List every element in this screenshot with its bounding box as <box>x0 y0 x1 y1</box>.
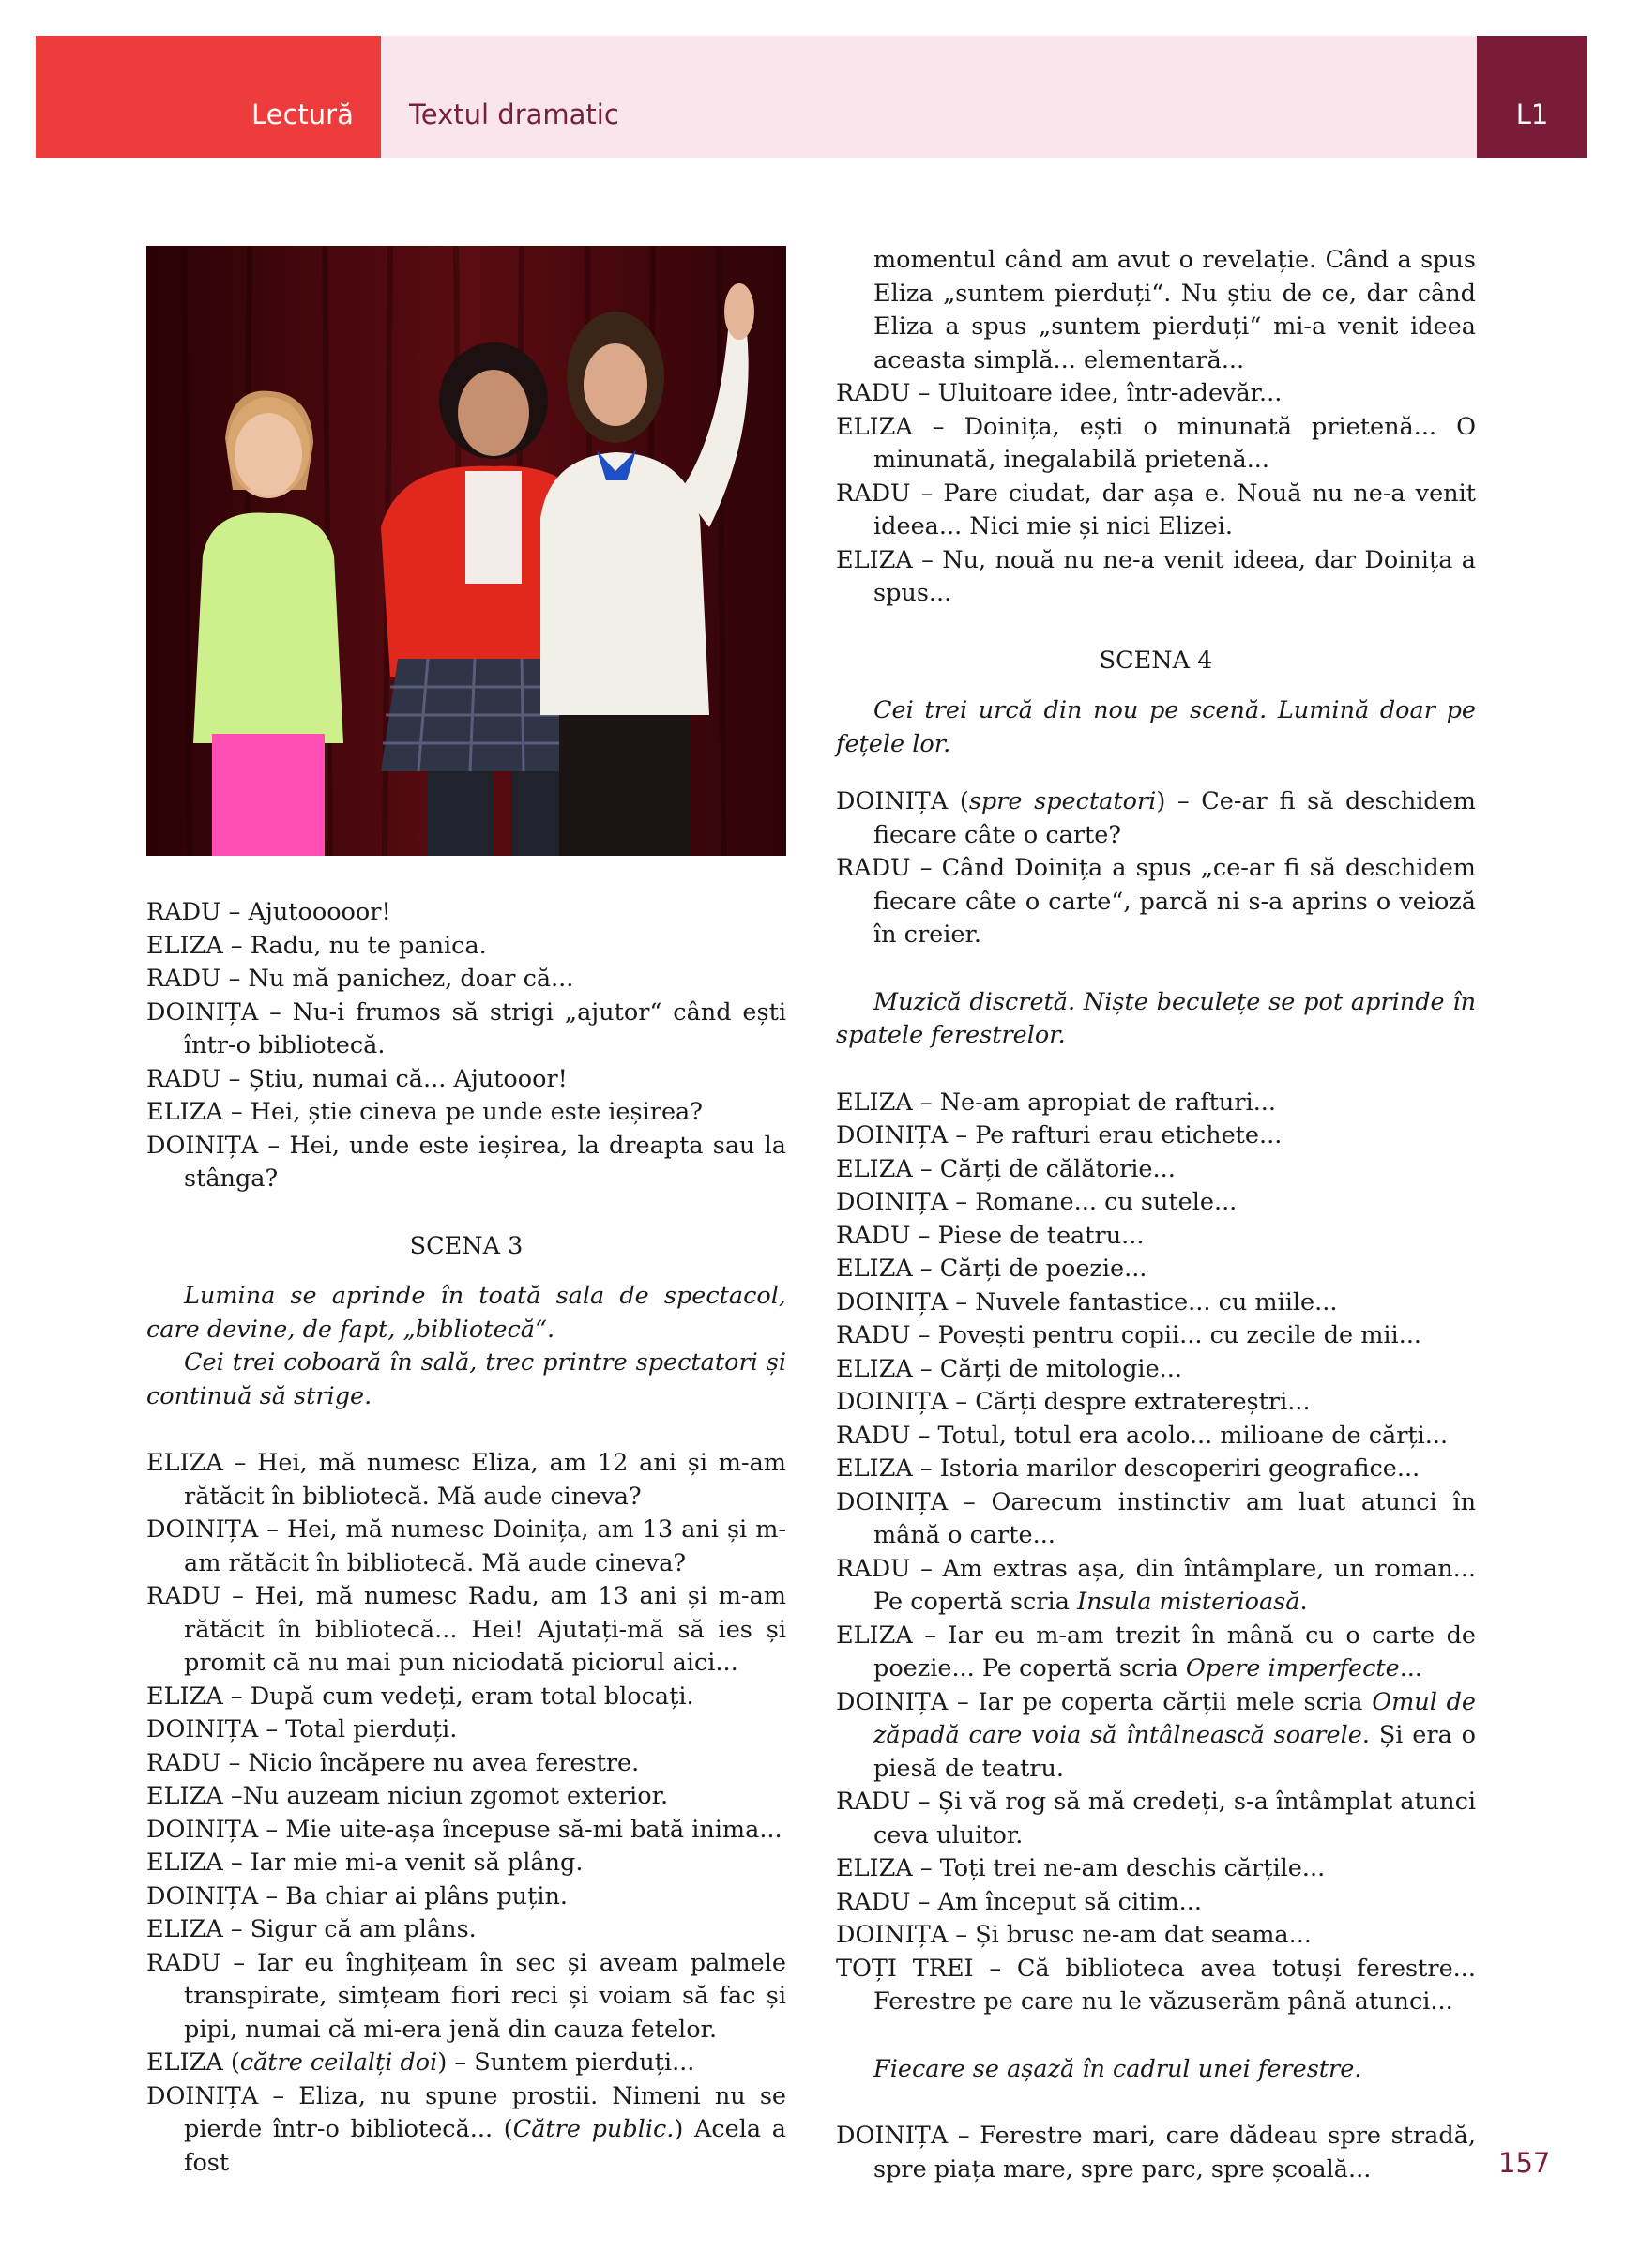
dialogue-line: ELIZA –Nu auzeam niciun zgomot exterior. <box>146 1782 669 1810</box>
dialogue-line: ELIZA – Toți trei ne-am deschis cărțile... <box>836 1854 1326 1882</box>
dialogue-line: ELIZA – Ne-am apropiat de rafturi... <box>836 1088 1277 1117</box>
dialogue-line: ELIZA – Doinița, ești o minunată prietenă... O minunată, inegalabilă prietenă... <box>836 412 1476 474</box>
dialogue-line: DOINIȚA – Romane... cu sutele... <box>836 1188 1238 1216</box>
line-text: . Și era o piesă de teatru. <box>873 1721 1477 1783</box>
dialogue-line: RADU – Totul, totul era acolo... milioane de cărți... <box>836 1421 1449 1450</box>
dialogue-line <box>836 785 1476 852</box>
dialogue-line: ELIZA – Hei, știe cineva pe unde este ieșirea? <box>146 1098 703 1126</box>
stage-photo-illustration <box>146 246 786 856</box>
book-title: Omul de zăpadă care voia să întâlnească soarele <box>873 1687 1477 1749</box>
dialogue-line <box>146 2047 786 2080</box>
dialogue-line: ELIZA – Nu, nouă nu ne-a venit ideea, dar Doinița a spus... <box>836 545 1476 607</box>
line-text: ) – Ce-ar fi să deschidem fiecare câte o carte? <box>873 787 1476 849</box>
speaker: DOINIȚA ( <box>836 787 969 815</box>
dialogue-line: RADU – Piese de teatru... <box>836 1221 1145 1250</box>
dialogue-line: DOINIȚA – Total pierduți. <box>146 1715 458 1743</box>
dialogue-line: ELIZA – Istoria marilor descoperiri geografice... <box>836 1454 1420 1483</box>
dialogue-line: DOINIȚA – Hei, mă numesc Doinița, am 13 ani și m-am rătăcit în bibliotecă. Mă aude cineva? <box>146 1515 786 1577</box>
aside: către ceilalți doi <box>239 2048 438 2077</box>
dialogue-line: ELIZA – Hei, mă numesc Eliza, am 12 ani și m-am rătăcit în bibliotecă. Mă aude cineva? <box>146 1449 786 1511</box>
dialogue-line: RADU – Uluitoare idee, într-adevăr... <box>836 379 1283 407</box>
dialogue-line: ELIZA – Iar mie mi-a venit să plâng. <box>146 1849 584 1877</box>
dialogue-line: RADU – Am început să citim... <box>836 1887 1202 1916</box>
dialogue-line: ELIZA – După cum vedeți, eram total blocați. <box>146 1682 694 1711</box>
dialogue-line: ELIZA – Cărți de poezie... <box>836 1255 1147 1283</box>
line-text: DOINIȚA – Iar pe coperta cărții mele scria <box>836 1687 1373 1716</box>
dialogue-line: DOINIȚA – Ba chiar ai plâns puțin. <box>146 1881 569 1910</box>
line-text: DOINIȚA – Eliza, nu spune prostii. Nimeni nu se pierde într-o bibliotecă... ( <box>146 2081 786 2143</box>
dialogue-line: TOȚI TREI – Că biblioteca avea totuși ferestre... Ferestre pe care nu le văzuserăm până atunci... <box>836 1954 1476 2016</box>
scene-4-heading: SCENA 4 <box>1099 646 1213 675</box>
line-text: . <box>1299 1588 1308 1616</box>
line-text: ELIZA – Iar eu m-am trezit în mână cu o carte de poezie... Pe copertă scria <box>836 1621 1476 1682</box>
right-column <box>836 244 1476 2186</box>
stage-direction: Fiecare se așază în cadrul unei ferestre. <box>873 2054 1362 2083</box>
line-text: ) Acela a fost <box>184 2115 786 2177</box>
dialogue-line: DOINIȚA – Hei, unde este ieșirea, la dreapta sau la stânga? <box>146 1131 786 1193</box>
dialogue-line: RADU – Nu mă panichez, doar că... <box>146 965 574 993</box>
line-text: ) – Suntem pierduți... <box>437 2048 695 2077</box>
dialogue-line: RADU – Nicio încăpere nu avea ferestre. <box>146 1748 640 1777</box>
dialogue-line: DOINIȚA – Ferestre mari, care dădeau spre stradă, spre piața mare, spre parc, spre școală... <box>836 2122 1476 2184</box>
dialogue-line: DOINIȚA – Mie uite-așa începuse să-mi bată inima... <box>146 1815 782 1844</box>
dialogue-line: RADU – Știu, numai că... Ajutooor! <box>146 1064 568 1093</box>
dialogue-line <box>836 1686 1476 1787</box>
dialogue-line: ELIZA – Sigur că am plâns. <box>146 1915 477 1943</box>
scene-3-heading: SCENA 3 <box>409 1231 524 1260</box>
dialogue-line <box>836 1620 1476 1686</box>
dialogue-line: DOINIȚA – Și brusc ne-am dat seama... <box>836 1921 1312 1949</box>
dialogue-line: DOINIȚA – Oarecum instinctiv am luat atunci în mână o carte... <box>836 1487 1476 1549</box>
dialogue-line: ELIZA – Radu, nu te panica. <box>146 931 487 960</box>
dialogue-line: DOINIȚA – Nu-i frumos să strigi „ajutor“ când ești într-o bibliotecă. <box>146 997 786 1059</box>
dialogue-line: RADU – Pare ciudat, dar așa e. Nouă nu ne-a venit ideea... Nici mie și nici Elizei. <box>836 479 1476 540</box>
dialogue-line <box>146 2080 786 2181</box>
book-title: Opere imperfecte <box>1185 1654 1400 1682</box>
stage-direction: Cei trei urcă din nou pe scenă. Lumină doar pe fețele lor. <box>836 696 1476 758</box>
lesson-badge: L1 <box>1477 36 1587 158</box>
dialogue-line: RADU – Când Doinița a spus „ce-ar fi să deschidem fiecare câte o carte“, parcă ni s-a aprins o veioză în creier. <box>836 854 1476 949</box>
dialogue-line <box>836 1553 1476 1620</box>
stage-photo <box>146 246 786 856</box>
stage-direction: Cei trei coboară în sală, trec printre spectatori și continuă să strige. <box>146 1348 786 1410</box>
stage-direction: Lumina se aprinde în toată sala de spectacol, care devine, de fapt, „bibliotecă“. <box>146 1282 786 1344</box>
dialogue-line: RADU – Iar eu înghițeam în sec și aveam palmele transpirate, simțeam fiori reci și voiam să fac și pipi, numai că mi-era jenă din cauza fetelor. <box>146 1948 786 2044</box>
aside: Către public. <box>512 2115 675 2143</box>
dialogue-line: ELIZA – Cărți de călătorie... <box>836 1154 1176 1183</box>
speaker: ELIZA ( <box>146 2048 240 2077</box>
chapter-header <box>36 36 1587 158</box>
section-label: Lectură <box>251 99 354 130</box>
dialogue-continuation: momentul când am avut o revelație. Când a spus Eliza „suntem pierduți“. Nu știu de ce, dar când Eliza a spus „suntem pierduți“ mi-a venit ideea aceasta simplă... elementară... <box>873 246 1476 374</box>
aside: spre spectatori <box>968 787 1157 815</box>
left-column <box>146 896 786 2180</box>
dialogue-line: RADU – Povești pentru copii... cu zecile de mii... <box>836 1321 1422 1349</box>
page-number: 157 <box>1498 2147 1551 2179</box>
dialogue-line: RADU – Hei, mă numesc Radu, am 13 ani și m-am rătăcit în bibliotecă... Hei! Ajutați-mă să ies și promit că nu mai pun niciodată piciorul aici... <box>146 1582 786 1677</box>
line-text: RADU – Am extras așa, din întâmplare, un roman... Pe copertă scria <box>836 1554 1476 1616</box>
stage-direction: Muzică discretă. Niște beculețe se pot aprinde în spatele ferestrelor. <box>836 987 1476 1049</box>
book-title: Insula misterioasă <box>1077 1588 1300 1616</box>
dialogue-line: ELIZA – Cărți de mitologie... <box>836 1354 1182 1383</box>
dialogue-line: DOINIȚA – Nuvele fantastice... cu miile... <box>836 1287 1338 1317</box>
dialogue-line: DOINIȚA – Cărți despre extratereștri... <box>836 1388 1311 1416</box>
dialogue-line: RADU – Ajutooooor! <box>146 898 391 926</box>
dialogue-line: DOINIȚA – Pe rafturi erau etichete... <box>836 1121 1283 1149</box>
line-text: ... <box>1399 1654 1423 1682</box>
dialogue-line: RADU – Și vă rog să mă credeți, s-a întâmplat atunci ceva uluitor. <box>836 1788 1476 1849</box>
chapter-title: Textul dramatic <box>409 99 619 130</box>
